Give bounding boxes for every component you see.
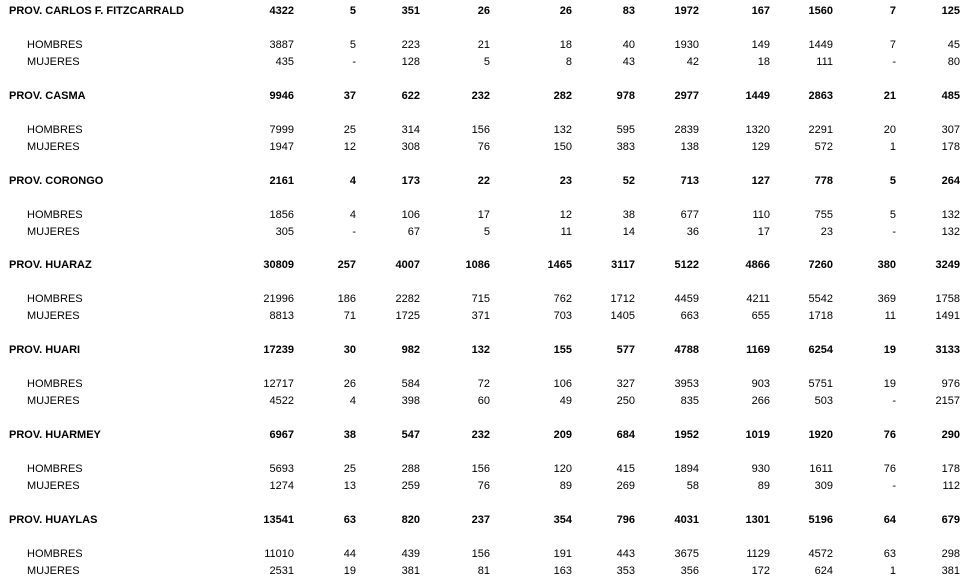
table-cell: 4 — [349, 209, 356, 221]
table-cell: 125 — [941, 5, 960, 17]
table-cell: 978 — [616, 90, 635, 102]
table-cell: - — [892, 226, 896, 238]
table-cell: 1920 — [808, 429, 833, 441]
table-cell: 1491 — [935, 310, 960, 322]
table-cell: 44 — [343, 548, 356, 560]
table-cell: 163 — [553, 565, 572, 577]
table-cell: 167 — [751, 5, 770, 17]
row-label: HOMBRES — [27, 209, 83, 221]
table-cell: 25 — [343, 463, 356, 475]
row-label: HOMBRES — [27, 378, 83, 390]
table-cell: 976 — [941, 378, 960, 390]
table-cell: 7999 — [269, 124, 294, 136]
table-cell: 679 — [941, 514, 960, 526]
table-cell: 435 — [275, 56, 294, 68]
table-cell: 40 — [622, 39, 635, 51]
table-cell: 1952 — [674, 429, 699, 441]
table-cell: 835 — [680, 395, 699, 407]
province-total-row — [0, 174, 963, 188]
table-cell: 83 — [622, 5, 635, 17]
table-cell: 21996 — [263, 293, 294, 305]
table-cell: - — [352, 226, 356, 238]
table-cell: 76 — [883, 463, 896, 475]
table-cell: 4 — [349, 175, 356, 187]
table-cell: 577 — [616, 344, 635, 356]
table-cell: 223 — [401, 39, 420, 51]
table-cell: 5 — [349, 5, 356, 17]
table-cell: 89 — [559, 480, 572, 492]
table-cell: 381 — [941, 565, 960, 577]
table-cell: 1856 — [269, 209, 294, 221]
table-cell: 547 — [401, 429, 420, 441]
table-cell: 129 — [751, 141, 770, 153]
table-cell: 5 — [349, 39, 356, 51]
table-cell: 4 — [349, 395, 356, 407]
table-cell: 156 — [471, 463, 490, 475]
table-cell: 684 — [616, 429, 635, 441]
table-cell: 715 — [471, 293, 490, 305]
table-cell: 12 — [343, 141, 356, 153]
table-cell: 7260 — [808, 259, 833, 271]
table-cell: 20 — [883, 124, 896, 136]
table-cell: 21 — [477, 39, 490, 51]
table-cell: 2161 — [269, 175, 294, 187]
table-cell: 18 — [757, 56, 770, 68]
table-cell: 2282 — [395, 293, 420, 305]
table-cell: 298 — [941, 548, 960, 560]
table-cell: 81 — [477, 565, 490, 577]
table-cell: 237 — [471, 514, 490, 526]
table-cell: 622 — [401, 90, 420, 102]
table-cell: 1086 — [465, 259, 490, 271]
table-cell: 110 — [752, 209, 770, 221]
table-cell: 128 — [401, 56, 420, 68]
province-name: PROV. CASMA — [9, 90, 86, 102]
table-cell: 45 — [947, 39, 960, 51]
table-cell: 12 — [559, 209, 572, 221]
hombres-row — [0, 377, 963, 391]
row-label: MUJERES — [27, 226, 80, 238]
table-cell: 383 — [616, 141, 635, 153]
province-name: PROV. CARLOS F. FITZCARRALD — [9, 5, 184, 17]
mujeres-row — [0, 564, 963, 578]
row-label: MUJERES — [27, 310, 80, 322]
table-cell: 503 — [814, 395, 833, 407]
table-cell: 1611 — [809, 463, 833, 475]
row-label: MUJERES — [27, 480, 80, 492]
table-cell: 232 — [471, 429, 490, 441]
table-cell: 156 — [471, 124, 490, 136]
table-cell: 1301 — [745, 514, 770, 526]
row-label: HOMBRES — [27, 124, 83, 136]
table-cell: 186 — [337, 293, 356, 305]
province-name: PROV. HUARAZ — [9, 259, 92, 271]
table-cell: 369 — [877, 293, 896, 305]
table-cell: 89 — [757, 480, 770, 492]
table-cell: 106 — [401, 209, 420, 221]
table-cell: 25 — [343, 124, 356, 136]
table-cell: 138 — [680, 141, 699, 153]
table-cell: 38 — [343, 429, 356, 441]
table-cell: 982 — [401, 344, 420, 356]
table-cell: 4007 — [395, 259, 420, 271]
table-cell: 266 — [751, 395, 770, 407]
row-label: HOMBRES — [27, 463, 83, 475]
table-cell: 595 — [616, 124, 635, 136]
table-cell: 3133 — [935, 344, 960, 356]
table-cell: 485 — [941, 90, 960, 102]
table-cell: 4459 — [674, 293, 699, 305]
row-label: HOMBRES — [27, 293, 83, 305]
province-total-row — [0, 4, 963, 18]
table-cell: 820 — [401, 514, 420, 526]
table-cell: 4031 — [674, 514, 699, 526]
table-cell: 5693 — [269, 463, 294, 475]
province-name: PROV. HUARI — [9, 344, 81, 356]
table-cell: 655 — [751, 310, 770, 322]
table-cell: 380 — [877, 259, 896, 271]
table-cell: 1712 — [610, 293, 635, 305]
table-cell: 232 — [471, 90, 490, 102]
table-cell: 5196 — [808, 514, 833, 526]
table-cell: 398 — [401, 395, 420, 407]
table-cell: 1274 — [269, 480, 294, 492]
table-cell: 178 — [941, 463, 960, 475]
table-cell: 1758 — [935, 293, 960, 305]
table-cell: 1169 — [746, 344, 770, 356]
table-cell: 4522 — [269, 395, 294, 407]
table-cell: 21 — [883, 90, 896, 102]
province-total-row — [0, 513, 963, 527]
table-cell: 290 — [941, 429, 960, 441]
table-cell: 2863 — [808, 90, 833, 102]
table-cell: 305 — [275, 226, 294, 238]
table-cell: 60 — [477, 395, 490, 407]
table-cell: 930 — [751, 463, 770, 475]
table-cell: 5 — [889, 175, 896, 187]
table-cell: 49 — [559, 395, 572, 407]
table-cell: 76 — [477, 141, 490, 153]
table-cell: 23 — [820, 226, 833, 238]
table-cell: 37 — [343, 90, 356, 102]
table-cell: 120 — [553, 463, 572, 475]
province-name: PROV. CORONGO — [9, 175, 104, 187]
table-cell: 132 — [553, 124, 572, 136]
table-cell: 5122 — [674, 259, 699, 271]
table-cell: 11 — [560, 226, 572, 238]
table-cell: 3675 — [674, 548, 699, 560]
row-label: MUJERES — [27, 56, 80, 68]
hombres-row — [0, 462, 963, 476]
table-cell: 2291 — [808, 124, 833, 136]
table-cell: 351 — [401, 5, 420, 17]
table-cell: 1449 — [808, 39, 833, 51]
table-cell: 112 — [942, 480, 960, 492]
hombres-row — [0, 123, 963, 137]
table-cell: 5 — [483, 56, 490, 68]
table-cell: 264 — [941, 175, 960, 187]
table-cell: 23 — [559, 175, 572, 187]
province-total-row — [0, 89, 963, 103]
hombres-row — [0, 547, 963, 561]
table-cell: 72 — [477, 378, 490, 390]
table-cell: 12717 — [263, 378, 294, 390]
table-cell: 663 — [680, 310, 699, 322]
row-label: MUJERES — [27, 565, 80, 577]
table-cell: 42 — [686, 56, 699, 68]
hombres-row — [0, 292, 963, 306]
province-total-row — [0, 343, 963, 357]
table-cell: 778 — [814, 175, 833, 187]
table-cell: 5751 — [808, 378, 833, 390]
table-cell: 64 — [883, 514, 896, 526]
table-cell: 132 — [471, 344, 490, 356]
table-cell: 1019 — [745, 429, 770, 441]
table-cell: 76 — [883, 429, 896, 441]
table-cell: 22 — [477, 175, 490, 187]
table-cell: 7 — [889, 5, 896, 17]
table-cell: 356 — [680, 565, 699, 577]
table-cell: 1560 — [808, 5, 833, 17]
table-cell: 38 — [622, 209, 635, 221]
table-cell: 713 — [680, 175, 699, 187]
table-cell: 191 — [553, 548, 572, 560]
table-cell: 1894 — [674, 463, 699, 475]
table-cell: 76 — [477, 480, 490, 492]
table-cell: 1129 — [746, 548, 770, 560]
table-cell: 1465 — [547, 259, 572, 271]
table-cell: 30 — [343, 344, 356, 356]
table-cell: 4866 — [745, 259, 770, 271]
table-cell: 269 — [616, 480, 635, 492]
table-cell: 14 — [622, 226, 635, 238]
row-label: MUJERES — [27, 141, 80, 153]
table-cell: 4322 — [269, 5, 294, 17]
table-cell: 903 — [751, 378, 770, 390]
table-cell: 132 — [941, 209, 960, 221]
hombres-row — [0, 38, 963, 52]
mujeres-row — [0, 140, 963, 154]
table-cell: 6967 — [269, 429, 294, 441]
table-cell: 63 — [343, 514, 356, 526]
mujeres-row — [0, 225, 963, 239]
table-cell: 4211 — [746, 293, 770, 305]
table-cell: 2977 — [674, 90, 699, 102]
table-cell: 327 — [616, 378, 635, 390]
table-cell: 13 — [343, 480, 356, 492]
table-cell: 309 — [814, 480, 833, 492]
table-cell: 173 — [401, 175, 420, 187]
table-cell: 19 — [883, 344, 896, 356]
table-cell: 796 — [616, 514, 635, 526]
row-label: HOMBRES — [27, 548, 83, 560]
mujeres-row — [0, 394, 963, 408]
table-cell: 26 — [477, 5, 490, 17]
table-cell: 1449 — [745, 90, 770, 102]
province-name: PROV. HUAYLAS — [9, 514, 98, 526]
table-cell: 155 — [553, 344, 572, 356]
table-cell: 150 — [553, 141, 572, 153]
table-cell: 172 — [751, 565, 770, 577]
table-cell: 288 — [401, 463, 420, 475]
table-cell: 1972 — [674, 5, 699, 17]
table-cell: 80 — [947, 56, 960, 68]
table-cell: 67 — [407, 226, 420, 238]
table-cell: 1930 — [674, 39, 699, 51]
table-cell: 4788 — [674, 344, 699, 356]
table-cell: 26 — [343, 378, 356, 390]
table-cell: 1320 — [745, 124, 770, 136]
province-total-row — [0, 258, 963, 272]
table-cell: 354 — [553, 514, 572, 526]
table-cell: 17 — [477, 209, 490, 221]
table-cell: 1 — [889, 141, 896, 153]
table-cell: 2839 — [674, 124, 699, 136]
table-cell: 58 — [686, 480, 699, 492]
table-cell: 1 — [889, 565, 896, 577]
table-cell: 11010 — [264, 548, 294, 560]
province-total-row — [0, 428, 963, 442]
table-cell: 111 — [816, 56, 833, 68]
table-cell: 371 — [471, 310, 490, 322]
table-cell: - — [892, 395, 896, 407]
table-cell: 353 — [616, 565, 635, 577]
table-cell: 8 — [565, 56, 572, 68]
table-cell: 415 — [616, 463, 635, 475]
table-cell: 762 — [553, 293, 572, 305]
table-cell: 624 — [814, 565, 833, 577]
table-cell: 13541 — [263, 514, 294, 526]
table-cell: 1947 — [269, 141, 294, 153]
table-cell: 308 — [401, 141, 420, 153]
table-cell: 5 — [483, 226, 490, 238]
table-cell: 8813 — [269, 310, 294, 322]
table-cell: 3887 — [269, 39, 294, 51]
table-cell: 52 — [622, 175, 635, 187]
table-cell: 9946 — [269, 90, 294, 102]
table-cell: - — [892, 56, 896, 68]
table-cell: 381 — [401, 565, 420, 577]
table-cell: 19 — [883, 378, 896, 390]
mujeres-row — [0, 309, 963, 323]
mujeres-row — [0, 479, 963, 493]
table-cell: 1725 — [395, 310, 420, 322]
table-cell: 43 — [622, 56, 635, 68]
table-cell: 18 — [559, 39, 572, 51]
table-cell: 127 — [751, 175, 770, 187]
hombres-row — [0, 208, 963, 222]
table-cell: 11 — [884, 310, 896, 322]
table-cell: 1405 — [610, 310, 635, 322]
row-label: MUJERES — [27, 395, 80, 407]
table-cell: 755 — [814, 209, 833, 221]
table-cell: 703 — [553, 310, 572, 322]
table-cell: 30809 — [263, 259, 294, 271]
table-cell: 156 — [471, 548, 490, 560]
table-cell: 5 — [889, 209, 896, 221]
province-name: PROV. HUARMEY — [9, 429, 101, 441]
table-cell: 6254 — [808, 344, 833, 356]
table-cell: 3953 — [674, 378, 699, 390]
table-cell: 1718 — [808, 310, 833, 322]
table-cell: 250 — [616, 395, 635, 407]
table-cell: 19 — [343, 565, 356, 577]
table-cell: 149 — [751, 39, 770, 51]
table-cell: 3117 — [611, 259, 635, 271]
table-cell: 63 — [883, 548, 896, 560]
table-cell: 282 — [553, 90, 572, 102]
table-cell: 26 — [559, 5, 572, 17]
table-cell: - — [892, 480, 896, 492]
table-cell: 2531 — [269, 565, 294, 577]
table-cell: 5542 — [808, 293, 833, 305]
table-cell: 677 — [680, 209, 699, 221]
table-cell: 4572 — [808, 548, 833, 560]
mujeres-row — [0, 55, 963, 69]
table-cell: 71 — [343, 310, 356, 322]
table-cell: 3249 — [935, 259, 960, 271]
table-cell: 307 — [941, 124, 960, 136]
table-cell: 259 — [401, 480, 420, 492]
table-cell: 178 — [941, 141, 960, 153]
table-cell: 209 — [553, 429, 572, 441]
table-cell: 17 — [757, 226, 770, 238]
table-cell: 584 — [401, 378, 420, 390]
table-cell: 17239 — [263, 344, 294, 356]
table-cell: 36 — [686, 226, 699, 238]
table-cell: 7 — [889, 39, 896, 51]
table-cell: 314 — [401, 124, 420, 136]
table-cell: 2157 — [935, 395, 960, 407]
table-cell: 572 — [814, 141, 833, 153]
table-cell: 439 — [401, 548, 420, 560]
row-label: HOMBRES — [27, 39, 83, 51]
table-cell: - — [352, 56, 356, 68]
table-cell: 132 — [941, 226, 960, 238]
table-cell: 443 — [616, 548, 635, 560]
table-cell: 257 — [337, 259, 356, 271]
table-cell: 106 — [553, 378, 572, 390]
